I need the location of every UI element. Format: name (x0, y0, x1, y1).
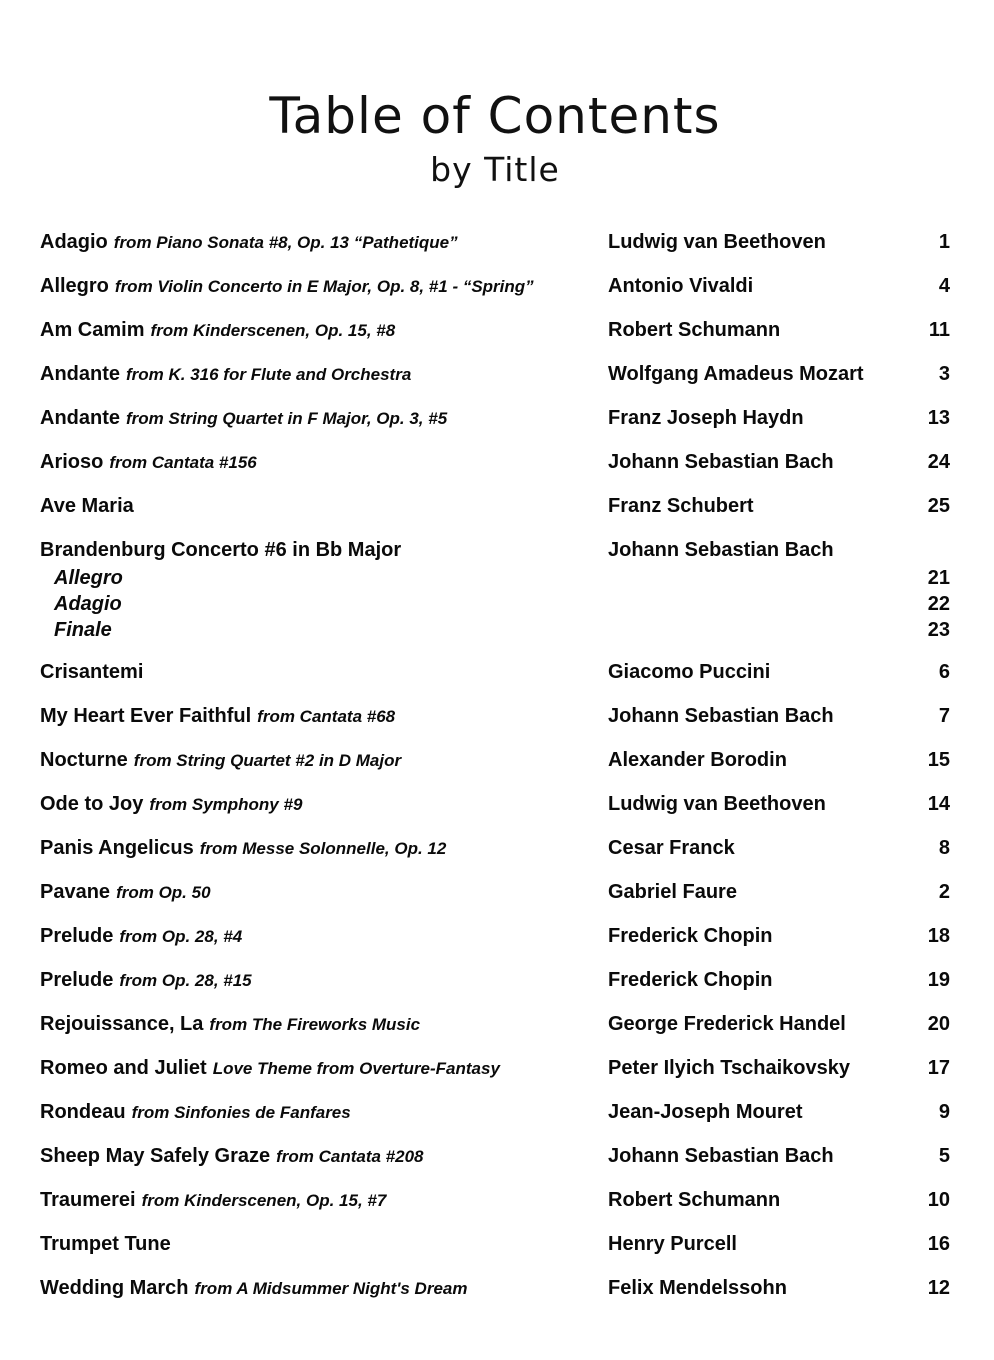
toc-entry (40, 967, 950, 995)
movement-page-number: 22 (927, 592, 950, 615)
entry-page-number: 12 (927, 1276, 950, 1299)
entry-title: Crisantemi (40, 660, 144, 683)
entry-title: Wedding March (40, 1276, 189, 1299)
toc-entry-group (40, 1099, 950, 1127)
entry-composer: Ludwig van Beethoven (608, 792, 826, 815)
toc-entry (40, 1011, 950, 1039)
entry-detail: from Kinderscenen, Op. 15, #8 (150, 320, 396, 340)
entry-composer: Johann Sebastian Bach (608, 1144, 834, 1167)
entry-page-number: 8 (938, 836, 950, 859)
entry-page-number: 10 (927, 1188, 950, 1211)
toc-entry (40, 1055, 950, 1083)
entry-composer: Wolfgang Amadeus Mozart (608, 362, 864, 385)
entry-title: Prelude (40, 968, 114, 991)
entry-page-number: 3 (938, 362, 950, 385)
toc-entry (40, 747, 950, 775)
entry-detail: from String Quartet in F Major, Op. 3, #5 (126, 408, 448, 428)
entry-detail: from Op. 28, #15 (119, 970, 252, 990)
toc-entry (40, 537, 950, 565)
toc-entry (40, 791, 950, 819)
entry-title: My Heart Ever Faithful (40, 704, 252, 727)
movement-name: Allegro (54, 566, 123, 589)
toc-entry (40, 879, 950, 907)
entry-composer: Frederick Chopin (608, 924, 773, 947)
toc-entry (40, 1275, 950, 1303)
page-heading (40, 88, 950, 189)
toc-entry-group (40, 1055, 950, 1083)
entry-composer: Giacomo Puccini (608, 660, 771, 683)
entry-detail: from Violin Concerto in E Major, Op. 8, #1 - “Spring” (114, 276, 534, 296)
toc-entry (40, 659, 950, 687)
entry-composer: Johann Sebastian Bach (608, 450, 834, 473)
entry-title-cell (40, 229, 608, 257)
entry-title-cell (40, 537, 608, 565)
entry-title: Am Camim (40, 318, 145, 341)
entry-page-number: 9 (938, 1100, 950, 1123)
toc-entry-group (40, 835, 950, 863)
toc-entry (40, 923, 950, 951)
entry-title: Panis Angelicus (40, 836, 194, 859)
entry-detail: from Cantata #156 (109, 452, 257, 472)
toc-entry-group (40, 493, 950, 521)
toc-entry (40, 449, 950, 477)
entry-composer: Johann Sebastian Bach (608, 704, 834, 727)
entry-page-number: 25 (927, 494, 950, 517)
entry-page-number: 17 (927, 1056, 950, 1079)
toc-entry (40, 1187, 950, 1215)
entry-composer: Johann Sebastian Bach (608, 538, 834, 561)
entry-title: Andante (40, 406, 120, 429)
toc-entry-group (40, 1143, 950, 1171)
entry-composer: Antonio Vivaldi (608, 274, 754, 297)
entry-title: Allegro (40, 274, 109, 297)
entry-page-number: 2 (938, 880, 950, 903)
toc-entry-group (40, 229, 950, 257)
entry-composer: Alexander Borodin (608, 748, 787, 771)
entry-detail: from Symphony #9 (149, 794, 303, 814)
entry-detail: from String Quartet #2 in D Major (133, 750, 402, 770)
entry-title: Rondeau (40, 1100, 126, 1123)
entry-detail: from K. 316 for Flute and Orchestra (126, 364, 412, 384)
entry-page-number: 20 (927, 1012, 950, 1035)
entry-title-cell (40, 879, 608, 907)
toc-entry-group (40, 361, 950, 389)
toc-entry (40, 1143, 950, 1171)
entry-title: Trumpet Tune (40, 1232, 171, 1255)
entry-page-number: 6 (938, 660, 950, 683)
toc-entry (40, 273, 950, 301)
entry-title-cell (40, 449, 608, 477)
entry-composer: Peter Ilyich Tschaikovsky (608, 1056, 850, 1079)
entry-title-cell (40, 791, 608, 819)
toc-entry (40, 1231, 950, 1259)
toc-entry-group (40, 659, 950, 687)
entry-detail: from The Fireworks Music (209, 1014, 421, 1034)
movement-name: Finale (54, 618, 112, 641)
entry-detail: from Cantata #68 (257, 706, 396, 726)
toc-entry-group (40, 1187, 950, 1215)
entry-composer: Robert Schumann (608, 318, 781, 341)
entry-detail: from Sinfonies de Fanfares (131, 1102, 351, 1122)
entry-title-cell (40, 1143, 608, 1171)
entry-title-cell (40, 1011, 608, 1039)
entry-title: Adagio (40, 230, 108, 253)
entry-detail: from Messe Solonnelle, Op. 12 (199, 838, 447, 858)
entry-title: Prelude (40, 924, 114, 947)
toc-entry (40, 229, 950, 257)
entry-page-number: 19 (927, 968, 950, 991)
entry-composer: Gabriel Faure (608, 880, 737, 903)
page-title: Table of Contents (269, 87, 721, 145)
entry-composer: Franz Schubert (608, 494, 754, 517)
entry-composer: Ludwig van Beethoven (608, 230, 826, 253)
movement-page-number: 23 (927, 618, 950, 641)
entry-title: Nocturne (40, 748, 128, 771)
toc-entry-group (40, 537, 950, 643)
entry-composer: Robert Schumann (608, 1188, 781, 1211)
toc-entry-group (40, 1275, 950, 1303)
entry-title-cell (40, 1055, 608, 1083)
toc-movement (40, 617, 950, 643)
entry-page-number: 7 (938, 704, 950, 727)
entry-title: Ave Maria (40, 494, 134, 517)
entry-title: Traumerei (40, 1188, 136, 1211)
entry-page-number: 14 (927, 792, 950, 815)
entry-title-cell (40, 659, 608, 687)
entry-title-cell (40, 1099, 608, 1127)
toc-entry (40, 361, 950, 389)
entry-page-number: 15 (927, 748, 950, 771)
toc-entry-group (40, 923, 950, 951)
entry-title: Rejouissance, La (40, 1012, 204, 1035)
entry-title-cell (40, 967, 608, 995)
toc-entry-group (40, 747, 950, 775)
entry-composer: Jean-Joseph Mouret (608, 1100, 803, 1123)
entry-composer: George Frederick Handel (608, 1012, 846, 1035)
entry-page-number: 18 (927, 924, 950, 947)
entry-title: Brandenburg Concerto #6 in Bb Major (40, 538, 402, 561)
entry-composer: Cesar Franck (608, 836, 735, 859)
entry-title: Arioso (40, 450, 104, 473)
entry-title-cell (40, 923, 608, 951)
toc-list (40, 229, 950, 1303)
toc-entry (40, 835, 950, 863)
toc-entry-group (40, 449, 950, 477)
entry-title: Ode to Joy (40, 792, 144, 815)
toc-entry (40, 493, 950, 521)
entry-title: Andante (40, 362, 120, 385)
entry-page-number: 16 (927, 1232, 950, 1255)
entry-detail: from Op. 28, #4 (119, 926, 243, 946)
toc-entry-group (40, 1231, 950, 1259)
entry-title: Sheep May Safely Graze (40, 1144, 271, 1167)
toc-entry-group (40, 967, 950, 995)
entry-page-number: 11 (928, 318, 950, 341)
entry-title-cell (40, 317, 608, 345)
entry-composer: Frederick Chopin (608, 968, 773, 991)
entry-page-number: 24 (927, 450, 950, 473)
entry-detail: from Piano Sonata #8, Op. 13 “Pathetique” (113, 232, 458, 252)
toc-entry (40, 405, 950, 433)
entry-title-cell (40, 1231, 608, 1259)
toc-entry (40, 317, 950, 345)
toc-entry-group (40, 405, 950, 433)
entry-composer: Franz Joseph Haydn (608, 406, 804, 429)
entry-title: Pavane (40, 880, 111, 903)
toc-entry (40, 1099, 950, 1127)
entry-page-number: 1 (938, 230, 950, 253)
entry-title-cell (40, 405, 608, 433)
entry-page-number: 4 (938, 274, 950, 297)
entry-title-cell (40, 1275, 608, 1303)
entry-detail: from Kinderscenen, Op. 15, #7 (141, 1190, 387, 1210)
entry-detail: Love Theme from Overture-Fantasy (212, 1058, 500, 1078)
toc-entry-group (40, 273, 950, 301)
entry-title-cell (40, 835, 608, 863)
entry-composer: Henry Purcell (608, 1232, 737, 1255)
toc-entry (40, 703, 950, 731)
entry-title-cell (40, 273, 608, 301)
entry-detail: from Op. 50 (116, 882, 211, 902)
movement-page-number: 21 (927, 566, 950, 589)
entry-title-cell (40, 493, 608, 521)
entry-detail: from A Midsummer Night's Dream (194, 1278, 468, 1298)
entry-title-cell (40, 1187, 608, 1215)
toc-movement (40, 591, 950, 617)
toc-entry-group (40, 317, 950, 345)
toc-entry-group (40, 703, 950, 731)
toc-entry-group (40, 879, 950, 907)
entry-page-number: 5 (938, 1144, 950, 1167)
entry-composer: Felix Mendelssohn (608, 1276, 787, 1299)
entry-title: Romeo and Juliet (40, 1056, 207, 1079)
movement-name: Adagio (54, 592, 122, 615)
toc-entry-group (40, 1011, 950, 1039)
page-subtitle: by Title (430, 149, 560, 189)
entry-detail: from Cantata #208 (276, 1146, 424, 1166)
toc-movement (40, 565, 950, 591)
toc-entry-group (40, 791, 950, 819)
entry-page-number: 13 (927, 406, 950, 429)
entry-title-cell (40, 361, 608, 389)
entry-title-cell (40, 703, 608, 731)
entry-title-cell (40, 747, 608, 775)
